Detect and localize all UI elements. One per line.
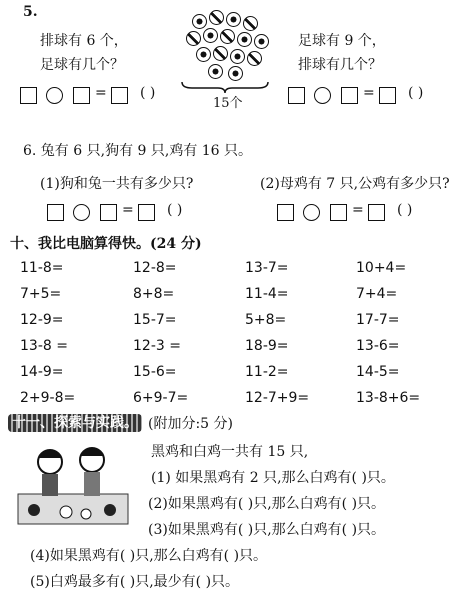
total-label: 15个 (213, 96, 243, 111)
calc-item: 12-3 = (133, 338, 181, 354)
equals-sign: = (352, 202, 364, 218)
answer-box[interactable] (73, 87, 90, 104)
operator-circle[interactable] (314, 87, 331, 104)
calc-item: 12-7+9= (245, 390, 310, 406)
equals-sign: = (363, 85, 375, 101)
calc-item: 8+8= (133, 286, 175, 302)
section-11-item-3: (3)如果黑鸡有( )只,那么白鸡有( )只。 (148, 522, 386, 538)
answer-box[interactable] (277, 204, 294, 221)
answer-box[interactable] (111, 87, 128, 104)
q5-left-line2: 足球有几个？ (40, 57, 124, 73)
equals-sign: = (95, 85, 107, 101)
calc-item: 13-8 = (20, 338, 68, 354)
answer-box[interactable] (47, 204, 64, 221)
calc-item: 13-7= (245, 260, 289, 276)
section-11-item-2: (2)如果黑鸡有( )只,那么白鸡有( )只。 (148, 496, 386, 512)
section-11-item-4: (4)如果黑鸡有( )只,那么白鸡有( )只。 (30, 548, 268, 564)
answer-box[interactable] (20, 87, 37, 104)
calc-item: 15-7= (133, 312, 177, 328)
section-11-banner: 十一、探索与实践。 (8, 414, 142, 432)
answer-box[interactable] (341, 87, 358, 104)
calc-item: 7+5= (20, 286, 62, 302)
operator-circle[interactable] (73, 204, 90, 221)
section-11-bonus: (附加分:5 分) (148, 416, 233, 432)
q5-right-line1: 足球有 9 个， (298, 33, 386, 49)
calc-item: 13-8+6= (356, 390, 421, 406)
answer-box[interactable] (138, 204, 155, 221)
calc-item: 17-7= (356, 312, 400, 328)
calc-item: 15-6= (133, 364, 177, 380)
unit-paren: ( ) (140, 85, 156, 101)
calc-item: 2+9-8= (20, 390, 76, 406)
calc-item: 13-6= (356, 338, 400, 354)
operator-circle[interactable] (303, 204, 320, 221)
section-11-item-5: (5)白鸡最多有( )只,最少有( )只。 (30, 574, 240, 590)
calc-item: 12-9= (20, 312, 64, 328)
q5-right-line2: 排球有几个？ (298, 57, 382, 73)
equals-sign: = (122, 202, 134, 218)
q6-sub1: (1)狗和兔一共有多少只? (40, 176, 194, 192)
calc-item: 12-8= (133, 260, 177, 276)
calc-item: 14-9= (20, 364, 64, 380)
calc-item: 10+4= (356, 260, 407, 276)
operator-circle[interactable] (46, 87, 63, 104)
section-10-title: 十、我比电脑算得快。(24 分) (10, 236, 202, 252)
section-11-item-1: (1) 如果黑鸡有 2 只,那么白鸡有( )只。 (151, 470, 395, 486)
answer-box[interactable] (379, 87, 396, 104)
answer-box[interactable] (288, 87, 305, 104)
answer-box[interactable] (368, 204, 385, 221)
calc-item: 11-4= (245, 286, 289, 302)
q6-sub2: (2)母鸡有 7 只,公鸡有多少只? (260, 176, 450, 192)
unit-paren: ( ) (408, 85, 424, 101)
question-5-number: 5. (23, 4, 38, 20)
children-illustration-icon (14, 440, 132, 528)
calc-item: 7+4= (356, 286, 398, 302)
calc-item: 11-2= (245, 364, 289, 380)
answer-box[interactable] (330, 204, 347, 221)
section-11-intro: 黑鸡和白鸡一共有 15 只, (151, 444, 309, 460)
answer-box[interactable] (100, 204, 117, 221)
calc-item: 18-9= (245, 338, 289, 354)
q5-left-line1: 排球有 6 个， (40, 33, 128, 49)
unit-paren: ( ) (397, 202, 413, 218)
question-6-text: 6. 兔有 6 只,狗有 9 只,鸡有 16 只。 (23, 143, 253, 159)
calc-item: 6+9-7= (133, 390, 189, 406)
calc-item: 11-8= (20, 260, 64, 276)
calc-item: 14-5= (356, 364, 400, 380)
calc-item: 5+8= (245, 312, 287, 328)
unit-paren: ( ) (167, 202, 183, 218)
